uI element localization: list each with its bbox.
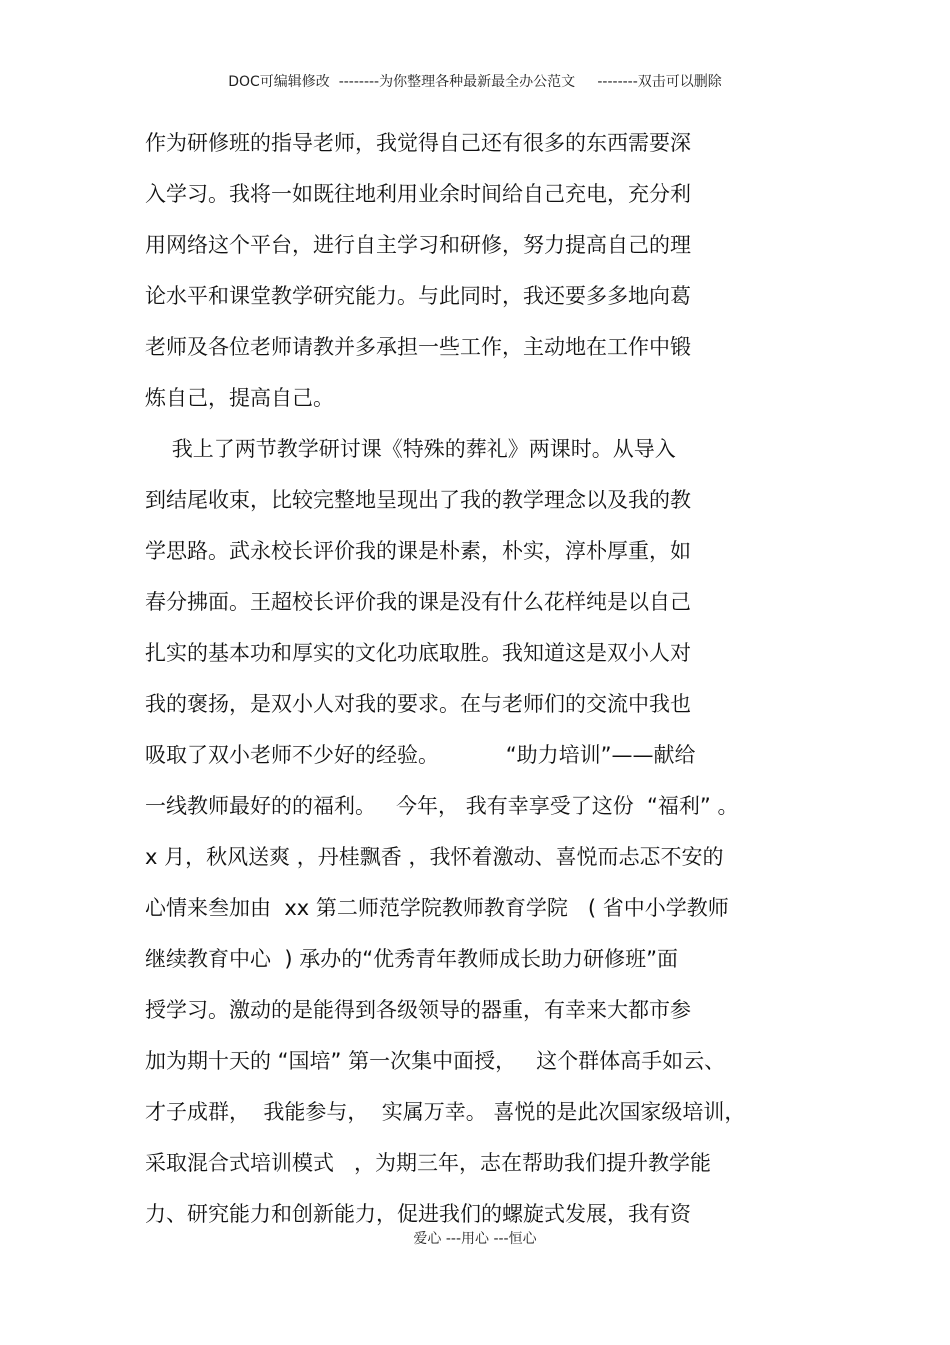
body-line: 用网络这个平台，进行自主学习和研修，努力提高自己的理 — [145, 233, 691, 257]
body-line: 春分拂面。王超校长评价我的课是没有什么花样纯是以自己 — [145, 590, 691, 614]
body-line: 论水平和课堂教学研究能力。与此同时，我还要多多地向葛 — [145, 284, 691, 308]
body-line: 授学习。激动的是能得到各级领导的器重，有幸来大都市参 — [145, 998, 691, 1022]
body-line: 到结尾收束，比较完整地呈现出了我的教学理念以及我的教 — [145, 488, 691, 512]
body-line: 扎实的基本功和厚实的文化功底取胜。我知道这是双小人对 — [145, 641, 691, 665]
body-line: 入学习。我将一如既往地利用业余时间给自己充电，充分利 — [145, 182, 691, 206]
body-line: 我的褒扬，是双小人对我的要求。在与老师们的交流中我也 — [145, 692, 691, 716]
body-line: 作为研修班的指导老师，我觉得自己还有很多的东西需要深 — [145, 131, 691, 155]
body-line: 老师及各位老师请教并多承担一些工作，主动地在工作中锻 — [145, 335, 691, 359]
body-line: x 月，秋风送爽 ，丹桂飘香 ，我怀着激动、喜悦而忐忑不安的 — [145, 845, 724, 869]
body-line: 我上了两节教学研讨课《特殊的葬礼》两课时。从导入 — [145, 437, 676, 461]
body-line: 采取混合式培训模式 ，为期三年，志在帮助我们提升教学能 — [145, 1151, 712, 1175]
body-line: 吸取了双小老师不少好的经验。 “助力培训”——献给 — [145, 743, 696, 767]
body-line: 炼自己，提高自己。 — [145, 386, 334, 410]
body-line: 一线教师最好的的福利。 今年， 我有幸享受了这份 “福利” 。 — [145, 794, 739, 818]
body-line: 力、研究能力和创新能力，促进我们的螺旋式发展，我有资 — [145, 1202, 691, 1226]
body-line: 加为期十天的 “国培” 第一次集中面授， 这个群体高手如云、 — [145, 1049, 726, 1073]
body-line: 心情来叁加由 xx 第二师范学院教师教育学院 ( 省中小学教师 — [145, 896, 729, 920]
page-footer: 爱心 ---用心 ---恒心 — [413, 1231, 537, 1247]
body-line: 学思路。武永校长评价我的课是朴素，朴实，淳朴厚重，如 — [145, 539, 691, 563]
page-header: DOC可编辑修改 --------为你整理各种最新最全办公范文 --------双击可以删除 — [228, 74, 722, 90]
document-body — [145, 118, 825, 1240]
body-line: 才子成群， 我能参与， 实属万幸。 喜悦的是此次国家级培训， — [145, 1100, 746, 1124]
body-line: 继续教育中心 ) 承办的“优秀青年教师成长助力研修班”面 — [145, 947, 678, 971]
